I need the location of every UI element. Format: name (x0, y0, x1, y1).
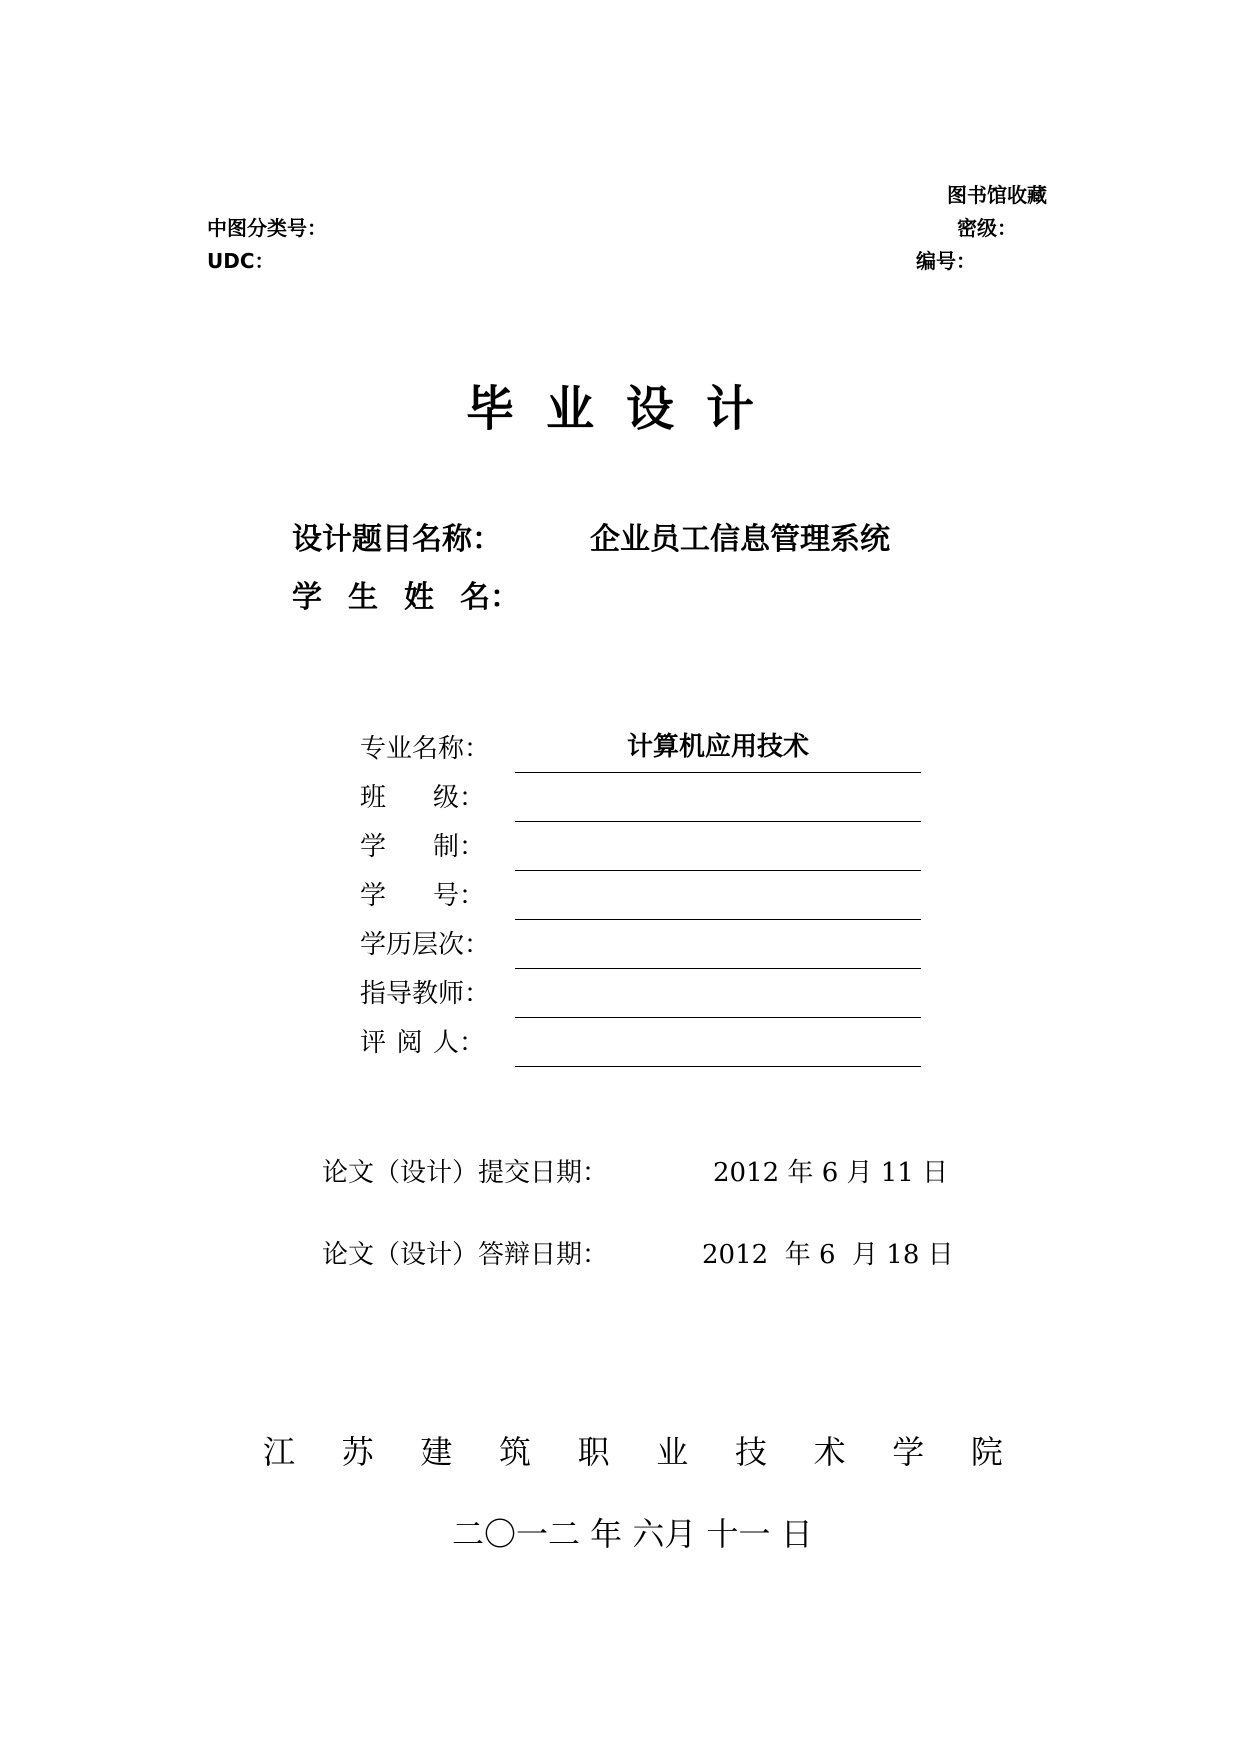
school-char: 职 (577, 1433, 610, 1471)
reviewer-line (515, 1066, 921, 1067)
major-value: 计算机应用技术 (626, 732, 809, 762)
student-name-char: 学 (292, 580, 322, 615)
class-label: 班 级： (360, 783, 485, 813)
reviewer-label: 评 阅 人： (360, 1028, 485, 1058)
school-char: 业 (656, 1433, 689, 1471)
school-char: 院 (970, 1433, 1003, 1471)
school-name (263, 1432, 1003, 1472)
school-system-label: 学 制： (360, 832, 485, 862)
title-char: 业 (546, 381, 595, 437)
school-char: 技 (734, 1433, 767, 1471)
title-char: 毕 (466, 381, 515, 437)
major-label: 专业名称： (360, 734, 491, 764)
school-char: 建 (420, 1433, 453, 1471)
major-line (515, 772, 921, 773)
education-level-line (515, 968, 921, 969)
library-collection-label: 图书馆收藏 (947, 183, 1047, 207)
classification-label: 中图分类号： (207, 216, 327, 240)
udc-label: UDC： (207, 249, 275, 273)
defense-date-label: 论文（设计）答辩日期： (322, 1240, 609, 1270)
school-char: 筑 (498, 1433, 531, 1471)
advisor-label: 指导教师： (360, 979, 491, 1009)
student-name-char: 生 (348, 580, 378, 615)
defense-date-value: 2012 年 6 月 18 日 (702, 1240, 954, 1270)
student-name-label (292, 580, 520, 616)
student-name-char: 名： (460, 580, 520, 615)
serial-number-label: 编号： (916, 249, 976, 273)
design-topic-value: 企业员工信息管理系统 (590, 522, 890, 557)
school-char: 江 (263, 1433, 296, 1471)
title-char: 设 (626, 381, 675, 437)
school-system-line (515, 870, 921, 871)
footer-date: 二〇一二 年 六月 十一 日 (452, 1515, 813, 1553)
secret-level-label: 密级： (957, 216, 1017, 240)
class-line (515, 821, 921, 822)
page-title (466, 381, 786, 437)
submit-date-value: 2012 年 6 月 11 日 (713, 1158, 949, 1188)
student-id-line (515, 919, 921, 920)
design-topic-label: 设计题目名称： (292, 522, 502, 557)
submit-date-label: 论文（设计）提交日期： (322, 1158, 609, 1188)
student-id-label: 学 号： (360, 881, 485, 911)
education-level-label: 学历层次： (360, 930, 491, 960)
school-char: 术 (813, 1433, 846, 1471)
school-char: 学 (892, 1433, 925, 1471)
advisor-line (515, 1017, 921, 1018)
student-name-char: 姓 (404, 580, 434, 615)
school-char: 苏 (341, 1433, 374, 1471)
title-char: 计 (706, 381, 755, 437)
